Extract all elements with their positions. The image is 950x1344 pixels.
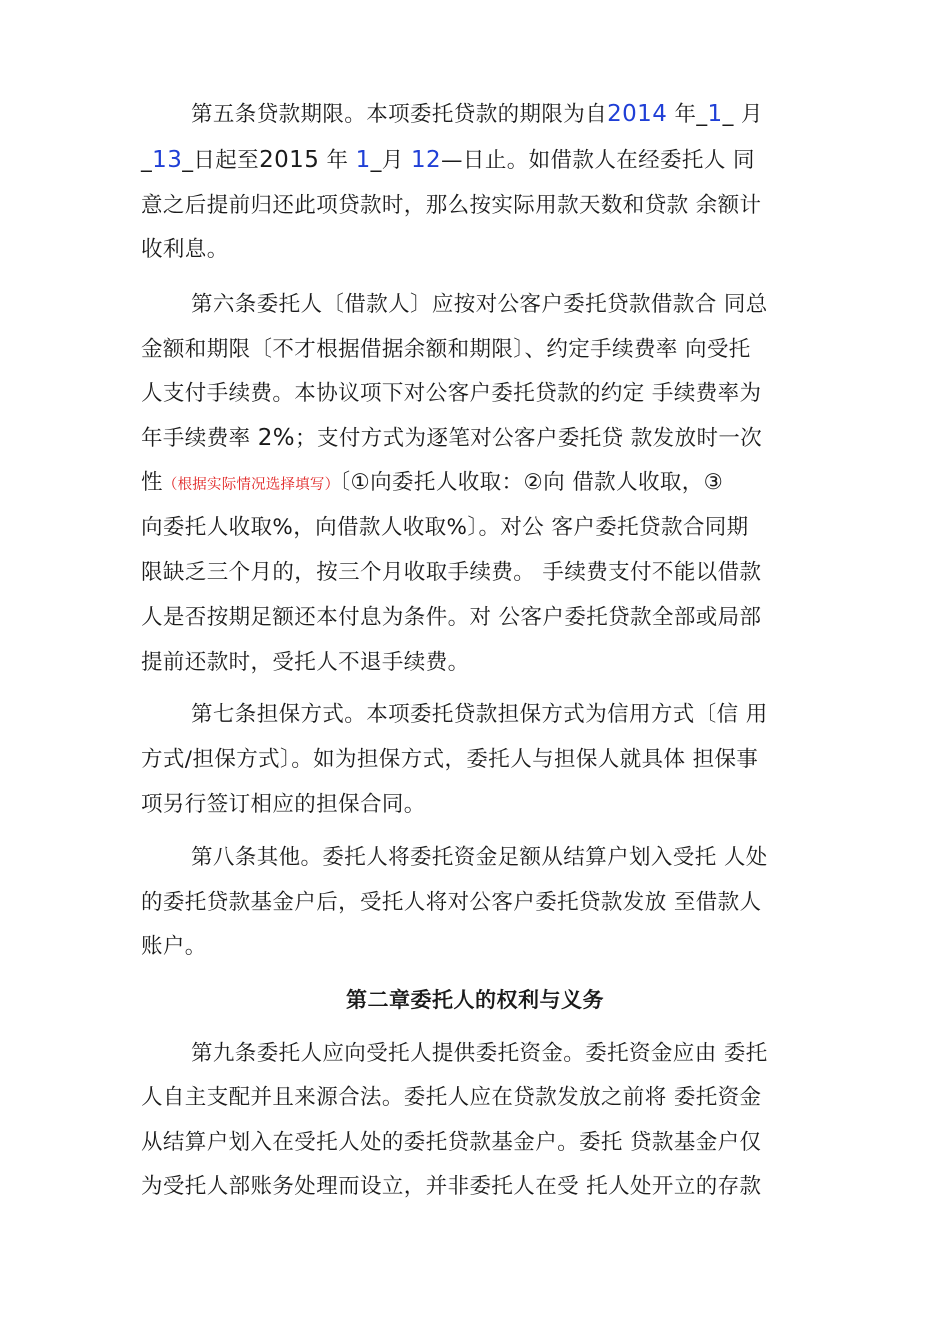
article5-text: _ 月 — [722, 102, 763, 127]
article6-line2: 金额和期限〔不才根据借据余额和期限〕、约定手续费率 向受托 — [141, 337, 751, 362]
article5-text: _月 — [370, 148, 411, 173]
fee-rate-value: 2% — [257, 425, 296, 451]
article5-line2 — [141, 145, 821, 176]
chapter-heading: 第二章委托人的权利与义务 — [346, 988, 604, 1012]
article6-line3: 人支付手续费。本协议项下对公客户委托贷款的约定 手续费率为 — [141, 381, 762, 406]
article7-line3: 项另行签订相应的担保合同。 — [141, 792, 426, 817]
end-day-value: 12 — [410, 147, 442, 173]
article6-text: ；支付方式为逐笔对公客户委托贷 款发放时一次 — [295, 426, 763, 451]
article6-line7: 限缺乏三个月的，按三个月收取手续费。 手续费支付不能以借款 — [141, 560, 762, 585]
article6-line6: 向委托人收取%，向借款人收取%〕。对公 客户委托贷款合同期 — [141, 515, 749, 540]
article7-line1: 第七条担保方式。本项委托贷款担保方式为信用方式〔信 用 — [191, 702, 768, 727]
instruction-note: （根据实际情况选择填写） — [162, 477, 340, 493]
article7-line2: 方式/担保方式〕。如为担保方式，委托人与担保人就具体 担保事 — [141, 747, 759, 772]
end-month-value: 1 — [355, 147, 371, 173]
article5-line3: 意之后提前归还此项贷款时，那么按实际用款天数和贷款 余额计 — [141, 193, 762, 218]
article6-line5 — [141, 468, 821, 500]
article5-text: _ — [141, 148, 153, 173]
article8-line1: 第八条其他。委托人将委托资金足额从结算户划入受托 人处 — [191, 845, 768, 870]
start-day-value: 13 — [152, 147, 183, 173]
article6-line1: 第六条委托人〔借款人〕应按对公客户委托贷款借款合 同总 — [191, 292, 768, 317]
article5-text: 年 — [319, 148, 356, 173]
article6-text: 〔①向委托人收取：②向 借款人收取，③ — [339, 470, 724, 495]
article5-text: 第五条贷款期限。本项委托贷款的期限为自 — [191, 102, 608, 127]
end-year-value: 2015 — [259, 147, 320, 173]
article6-line4 — [141, 423, 821, 454]
start-month-value: 1 — [707, 101, 723, 127]
article5-text: _日起至 — [182, 148, 260, 173]
article6-line9: 提前还款时，受托人不退手续费。 — [141, 650, 470, 675]
start-year-value: 2014 — [607, 101, 668, 127]
article5-line1 — [191, 99, 821, 130]
article5-text: —日止。如借款人在经委托人 同 — [441, 148, 755, 173]
article8-line3: 账户。 — [141, 934, 207, 959]
article6-text: 年手续费率 — [141, 426, 258, 451]
article9-line4: 为受托人部账务处理而设立，并非委托人在受 托人处开立的存款 — [141, 1174, 762, 1199]
article5-text: 年_ — [667, 102, 708, 127]
article8-line2: 的委托贷款基金户后，受托人将对公客户委托贷款发放 至借款人 — [141, 890, 762, 915]
article6-text: 性 — [141, 470, 163, 495]
article6-line8: 人是否按期足额还本付息为条件。对 公客户委托贷款全部或局部 — [141, 605, 762, 630]
article9-line2: 人自主支配并且来源合法。委托人应在贷款发放之前将 委托资金 — [141, 1085, 762, 1110]
article9-line1: 第九条委托人应向受托人提供委托资金。委托资金应由 委托 — [191, 1041, 768, 1066]
article5-line4: 收利息。 — [141, 237, 229, 262]
article9-line3: 从结算户划入在受托人处的委托贷款基金户。委托 贷款基金户仅 — [141, 1130, 762, 1155]
